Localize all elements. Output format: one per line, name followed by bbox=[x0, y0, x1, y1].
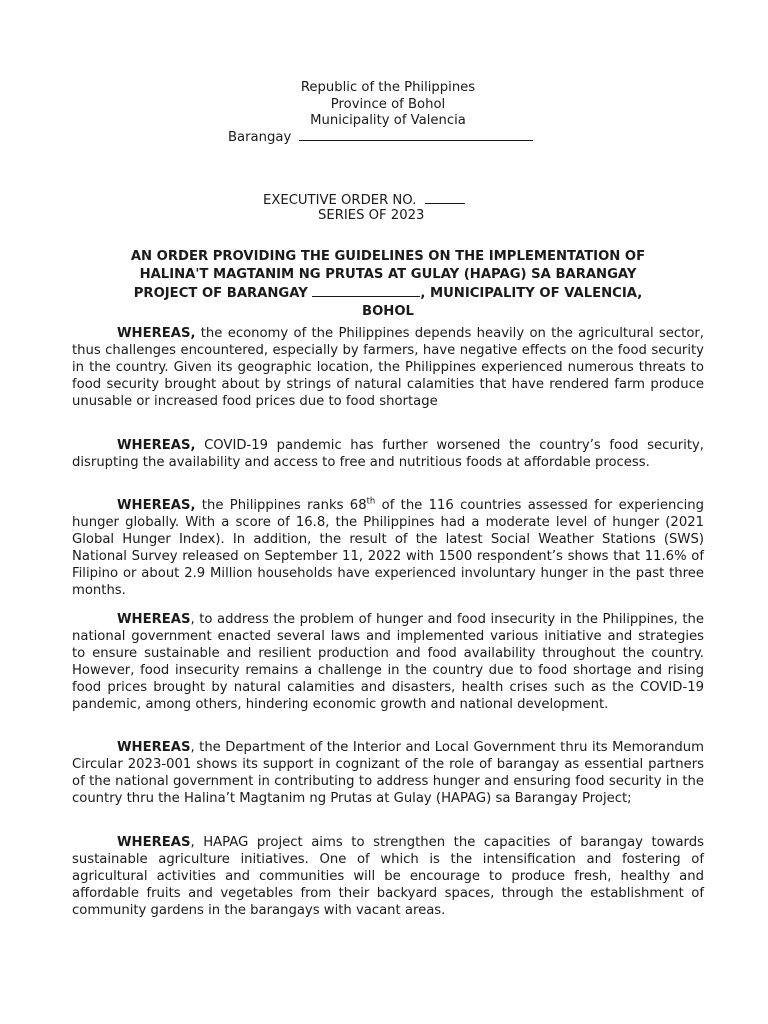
header-barangay bbox=[228, 128, 533, 146]
whereas-lead: WHEREAS bbox=[117, 740, 191, 755]
title-line-3-end: , MUNICIPALITY OF VALENCIA, bbox=[420, 286, 643, 301]
whereas-lead: WHEREAS bbox=[117, 835, 191, 850]
barangay-blank bbox=[299, 128, 533, 141]
whereas-paragraph-5 bbox=[72, 739, 704, 807]
series-label: SERIES OF 2023 bbox=[318, 208, 425, 223]
whereas-lead: WHEREAS, bbox=[117, 326, 196, 341]
order-title bbox=[72, 248, 704, 320]
title-line-3-start: PROJECT OF BARANGAY bbox=[133, 286, 308, 301]
paragraph-text-a: the Philippines ranks 68 bbox=[195, 498, 367, 513]
whereas-lead: WHEREAS, bbox=[117, 438, 196, 453]
title-barangay-blank bbox=[312, 283, 420, 297]
whereas-paragraph-4 bbox=[72, 611, 704, 714]
title-line-2: HALINA'T MAGTANIM NG PRUTAS AT GULAY (HAPAG) SA BARANGAY bbox=[139, 266, 637, 282]
order-number-blank bbox=[425, 191, 465, 204]
paragraph-text: , to address the problem of hunger and food insecurity in the Philippines, the national government enacted several laws and implemented various initiative and strategies to ensure sustainable and resilient production and food availability throughout the country. However, food insecurity remains a challenge in the country due to food shortage and rising food prices brought by natural calamities and disasters, health crises such as the COVID-19 pandemic, among others, hindering economic growth and national development. bbox=[72, 612, 704, 713]
whereas-paragraph-2 bbox=[72, 437, 704, 471]
whereas-lead: WHEREAS, bbox=[117, 498, 196, 513]
header-municipality: Municipality of Valencia bbox=[310, 113, 466, 128]
title-line-3 bbox=[72, 283, 704, 303]
paragraph-text: COVID-19 pandemic has further worsened the country’s food security, disrupting the availability and access to free and nutritious foods at affordable process. bbox=[72, 438, 704, 471]
barangay-label: Barangay bbox=[228, 130, 292, 145]
whereas-paragraph-3 bbox=[72, 497, 704, 600]
paragraph-text: the economy of the Philippines depends heavily on the agricultural sector, thus challenges encountered, especially by farmers, have negative effects on the food security in the country. Given its geographic location, the Philippines experienced numerous threats to food security brought about by strings of natural calamities that have rendered farm produce unusable or increased food prices due to food shortage bbox=[72, 326, 704, 410]
ordinal-suffix: th bbox=[366, 496, 376, 507]
whereas-lead: WHEREAS bbox=[117, 612, 191, 627]
paragraph-text-b: of the 116 countries assessed for experiencing hunger globally. With a score of 16.8, the Philippines had a moderate level of hunger (2021 Global Hunger Index). In addition, the result of the latest Social Weather Stations (SWS) National Survey released on September 11, 2022 with 1500 respondent’s shows that 11.6% of Filipino or about 2.9 Million households have experienced involuntary hunger in the past three months. bbox=[72, 498, 704, 599]
paragraph-text: , the Department of the Interior and Local Government thru its Memorandum Circular 2023-001 shows its support in cognizant of the role of barangay as essential partners of the national government in contributing to address hunger and ensuring food security in the country thru the Halina’t Magtanim ng Prutas at Gulay (HAPAG) sa Barangay Project; bbox=[72, 740, 704, 807]
whereas-paragraph-1 bbox=[72, 325, 704, 410]
header-republic: Republic of the Philippines bbox=[300, 80, 476, 95]
title-line-1: AN ORDER PROVIDING THE GUIDELINES ON THE IMPLEMENTATION OF bbox=[130, 249, 646, 264]
whereas-paragraph-6 bbox=[72, 834, 704, 919]
paragraph-text: , HAPAG project aims to strengthen the capacities of barangay towards sustainable agriculture initiatives. One of which is the intensification and fostering of agricultural activities and communities will be encourage to produce fresh, healthy and affordable fruits and vegetables from their backyard spaces, through the establishment of community gardens in the barangays with vacant areas. bbox=[72, 835, 704, 919]
executive-order-label: EXECUTIVE ORDER NO. bbox=[263, 193, 417, 208]
header-province: Province of Bohol bbox=[330, 97, 446, 112]
title-line-4: BOHOL bbox=[362, 303, 414, 319]
